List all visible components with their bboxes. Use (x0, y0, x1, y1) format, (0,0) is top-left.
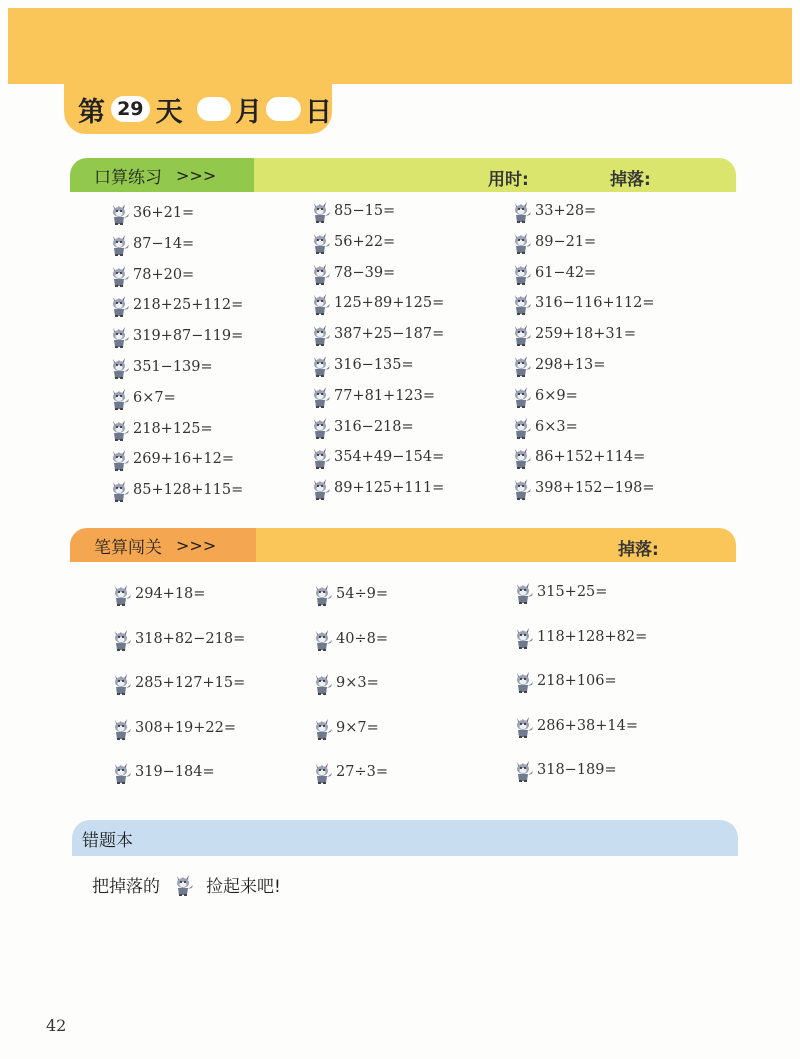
wolf-mascot-icon (108, 201, 130, 225)
written-problem[interactable] (311, 716, 388, 740)
written-problem[interactable] (512, 758, 647, 782)
problem-text: 85−15= (334, 203, 396, 219)
written-problem[interactable] (311, 627, 388, 651)
wolf-mascot-icon (309, 445, 331, 469)
wolf-mascot-icon (108, 417, 130, 441)
notebook-bar (72, 820, 738, 856)
problem-text: 286+38+14= (537, 717, 639, 734)
oral-problem[interactable] (108, 355, 243, 379)
written-dropped-label: 掉落: (618, 540, 659, 560)
problem-text: 78+20= (133, 266, 195, 283)
oral-section-info (254, 158, 736, 192)
oral-problem[interactable] (309, 445, 444, 469)
wolf-mascot-icon (309, 384, 331, 408)
wolf-mascot-icon (510, 415, 532, 439)
wolf-mascot-icon (309, 291, 331, 315)
problem-text: 218+25+112= (133, 297, 244, 314)
wolf-mascot-icon (311, 760, 333, 784)
oral-problem[interactable] (510, 384, 654, 408)
header-band (8, 8, 792, 84)
oral-column-3 (510, 199, 654, 500)
oral-problem[interactable] (510, 445, 654, 469)
oral-problem[interactable] (510, 291, 654, 315)
wolf-mascot-icon (108, 324, 130, 348)
wolf-mascot-icon (510, 291, 532, 315)
oral-problem[interactable] (108, 447, 243, 471)
wolf-mascot-icon (309, 415, 331, 439)
wolf-mascot-icon (311, 716, 333, 740)
written-section-bar (70, 528, 736, 562)
problem-text: 315+25= (537, 584, 608, 600)
oral-problem[interactable] (309, 291, 444, 315)
problem-text: 77+81+123= (334, 387, 436, 404)
written-problem[interactable] (110, 760, 245, 784)
wolf-mascot-icon (512, 580, 534, 604)
written-problem[interactable] (110, 716, 245, 740)
problem-text: 351−139= (133, 358, 213, 375)
oral-section-label (70, 158, 254, 192)
oral-problem[interactable] (108, 324, 243, 348)
wolf-mascot-icon (110, 582, 132, 606)
problem-text: 285+127+15= (135, 675, 246, 691)
written-problem[interactable] (512, 580, 647, 604)
problem-text: 316−116+112= (535, 295, 655, 312)
oral-problem[interactable] (510, 476, 654, 500)
day-header (64, 84, 332, 134)
wolf-mascot-icon (510, 322, 532, 346)
wolf-mascot-icon (108, 355, 130, 379)
problem-text: 318−189= (537, 762, 617, 778)
wolf-mascot-icon (510, 476, 532, 500)
wolf-mascot-icon (510, 261, 532, 285)
oral-problem[interactable] (510, 230, 654, 254)
problem-text: 36+21= (133, 205, 195, 221)
instruction-before: 把掉落的 (92, 876, 160, 897)
oral-problem[interactable] (108, 478, 243, 502)
written-problem[interactable] (110, 671, 245, 695)
notebook-instruction (92, 870, 281, 898)
problem-text: 9×3= (336, 675, 379, 691)
problem-text: 319+87−119= (133, 328, 244, 345)
problem-text: 27÷3= (336, 764, 388, 780)
problem-text: 6×9= (535, 387, 578, 404)
problem-text: 316−218= (334, 418, 414, 435)
problem-text: 354+49−154= (334, 449, 445, 466)
problem-text: 89−21= (535, 233, 597, 250)
problem-text: 78−39= (334, 264, 396, 281)
problem-text: 294+18= (135, 586, 206, 602)
wolf-mascot-icon (108, 232, 130, 256)
problem-text: 398+152−198= (535, 480, 655, 497)
written-problem[interactable] (512, 625, 647, 649)
written-problem[interactable] (311, 671, 388, 695)
problem-text: 9×7= (336, 719, 379, 736)
oral-problem[interactable] (108, 201, 243, 225)
oral-problem[interactable] (108, 386, 243, 410)
time-label: 用时: (488, 170, 529, 190)
oral-problem[interactable] (309, 230, 444, 254)
notebook-title: 错题本 (82, 830, 133, 851)
oral-title: 口算练习 (94, 167, 162, 188)
wolf-mascot-icon (512, 758, 534, 782)
problem-text: 89+125+111= (334, 480, 445, 497)
wolf-mascot-icon (311, 582, 333, 606)
problem-text: 86+152+114= (535, 449, 646, 466)
wolf-mascot-icon (309, 476, 331, 500)
written-column-3 (512, 580, 647, 782)
wolf-mascot-icon (309, 353, 331, 377)
day-number: 29 (111, 96, 150, 122)
wolf-mascot-icon (108, 478, 130, 502)
oral-problem[interactable] (309, 199, 444, 223)
day-prefix: 第 (78, 96, 105, 128)
wolf-mascot-icon (110, 760, 132, 784)
wolf-mascot-icon (309, 322, 331, 346)
problem-text: 6×7= (133, 389, 176, 406)
oral-problem[interactable] (510, 322, 654, 346)
problem-text: 61−42= (535, 264, 597, 281)
wolf-mascot-icon (108, 386, 130, 410)
problem-text: 308+19+22= (135, 719, 237, 736)
oral-column-2 (309, 199, 444, 500)
wolf-mascot-icon (512, 669, 534, 693)
problem-text: 298+13= (535, 356, 606, 373)
wolf-mascot-icon (309, 230, 331, 254)
oral-column-1 (108, 201, 243, 502)
problem-text: 118+128+82= (537, 628, 648, 645)
oral-dropped-label: 掉落: (610, 170, 651, 190)
wolf-mascot-icon (512, 625, 534, 649)
oral-section-bar (70, 158, 736, 192)
written-problem[interactable] (311, 582, 388, 606)
day-suffix: 天 (155, 96, 183, 128)
wolf-mascot-icon (311, 627, 333, 651)
wolf-mascot-icon (309, 261, 331, 285)
oral-problem[interactable] (309, 353, 444, 377)
written-problem[interactable] (110, 627, 245, 651)
written-problem[interactable] (311, 760, 388, 784)
written-problem[interactable] (512, 669, 647, 693)
oral-arrows: >>> (176, 165, 217, 185)
written-problem[interactable] (512, 714, 647, 738)
problem-text: 218+125= (133, 420, 213, 437)
oral-problem[interactable] (309, 415, 444, 439)
problem-text: 85+128+115= (133, 482, 244, 499)
problem-text: 33+28= (535, 203, 597, 219)
written-column-1 (110, 582, 245, 784)
problem-text: 40÷8= (336, 630, 388, 647)
written-section-label (70, 528, 256, 562)
wolf-mascot-icon (510, 353, 532, 377)
wolf-mascot-icon (108, 293, 130, 317)
problem-text: 259+18+31= (535, 326, 637, 343)
problem-text: 6×3= (535, 418, 578, 435)
month-label: 月 (235, 96, 263, 128)
problem-text: 316−135= (334, 356, 414, 373)
problem-text: 87−14= (133, 235, 195, 252)
oral-problem[interactable] (309, 476, 444, 500)
wolf-mascot-icon (110, 671, 132, 695)
wolf-mascot-icon (510, 445, 532, 469)
oral-problem[interactable] (309, 261, 444, 285)
problem-text: 318+82−218= (135, 630, 246, 647)
wolf-mascot-icon (311, 671, 333, 695)
problem-text: 387+25−187= (334, 326, 445, 343)
date-blank[interactable] (266, 97, 301, 121)
month-blank[interactable] (197, 97, 232, 121)
wolf-mascot-icon (108, 447, 130, 471)
wolf-mascot-icon (172, 872, 194, 896)
oral-problem[interactable] (510, 199, 654, 223)
oral-problem[interactable] (510, 261, 654, 285)
oral-problem[interactable] (108, 417, 243, 441)
page-number: 42 (46, 1016, 67, 1035)
oral-problem[interactable] (108, 293, 243, 317)
wolf-mascot-icon (110, 627, 132, 651)
oral-problem[interactable] (108, 232, 243, 256)
written-column-2 (311, 582, 388, 784)
wolf-mascot-icon (510, 384, 532, 408)
problem-text: 125+89+125= (334, 295, 445, 312)
written-title: 笔算闯关 (94, 537, 162, 558)
wolf-mascot-icon (512, 714, 534, 738)
problem-text: 269+16+12= (133, 451, 235, 468)
wolf-mascot-icon (110, 716, 132, 740)
oral-problem[interactable] (510, 415, 654, 439)
oral-problem[interactable] (108, 263, 243, 287)
wolf-mascot-icon (108, 263, 130, 287)
wolf-mascot-icon (510, 199, 532, 223)
problem-text: 319−184= (135, 764, 215, 780)
oral-problem[interactable] (510, 353, 654, 377)
oral-problem[interactable] (309, 384, 444, 408)
problem-text: 218+106= (537, 673, 617, 689)
date-label: 日 (305, 96, 333, 128)
written-section-info (256, 528, 736, 562)
written-arrows: >>> (176, 535, 217, 555)
wolf-mascot-icon (309, 199, 331, 223)
wolf-mascot-icon (510, 230, 532, 254)
problem-text: 54÷9= (336, 586, 388, 602)
written-problem[interactable] (110, 582, 245, 606)
instruction-after: 捡起来吧! (206, 876, 281, 897)
problem-text: 56+22= (334, 233, 396, 250)
oral-problem[interactable] (309, 322, 444, 346)
